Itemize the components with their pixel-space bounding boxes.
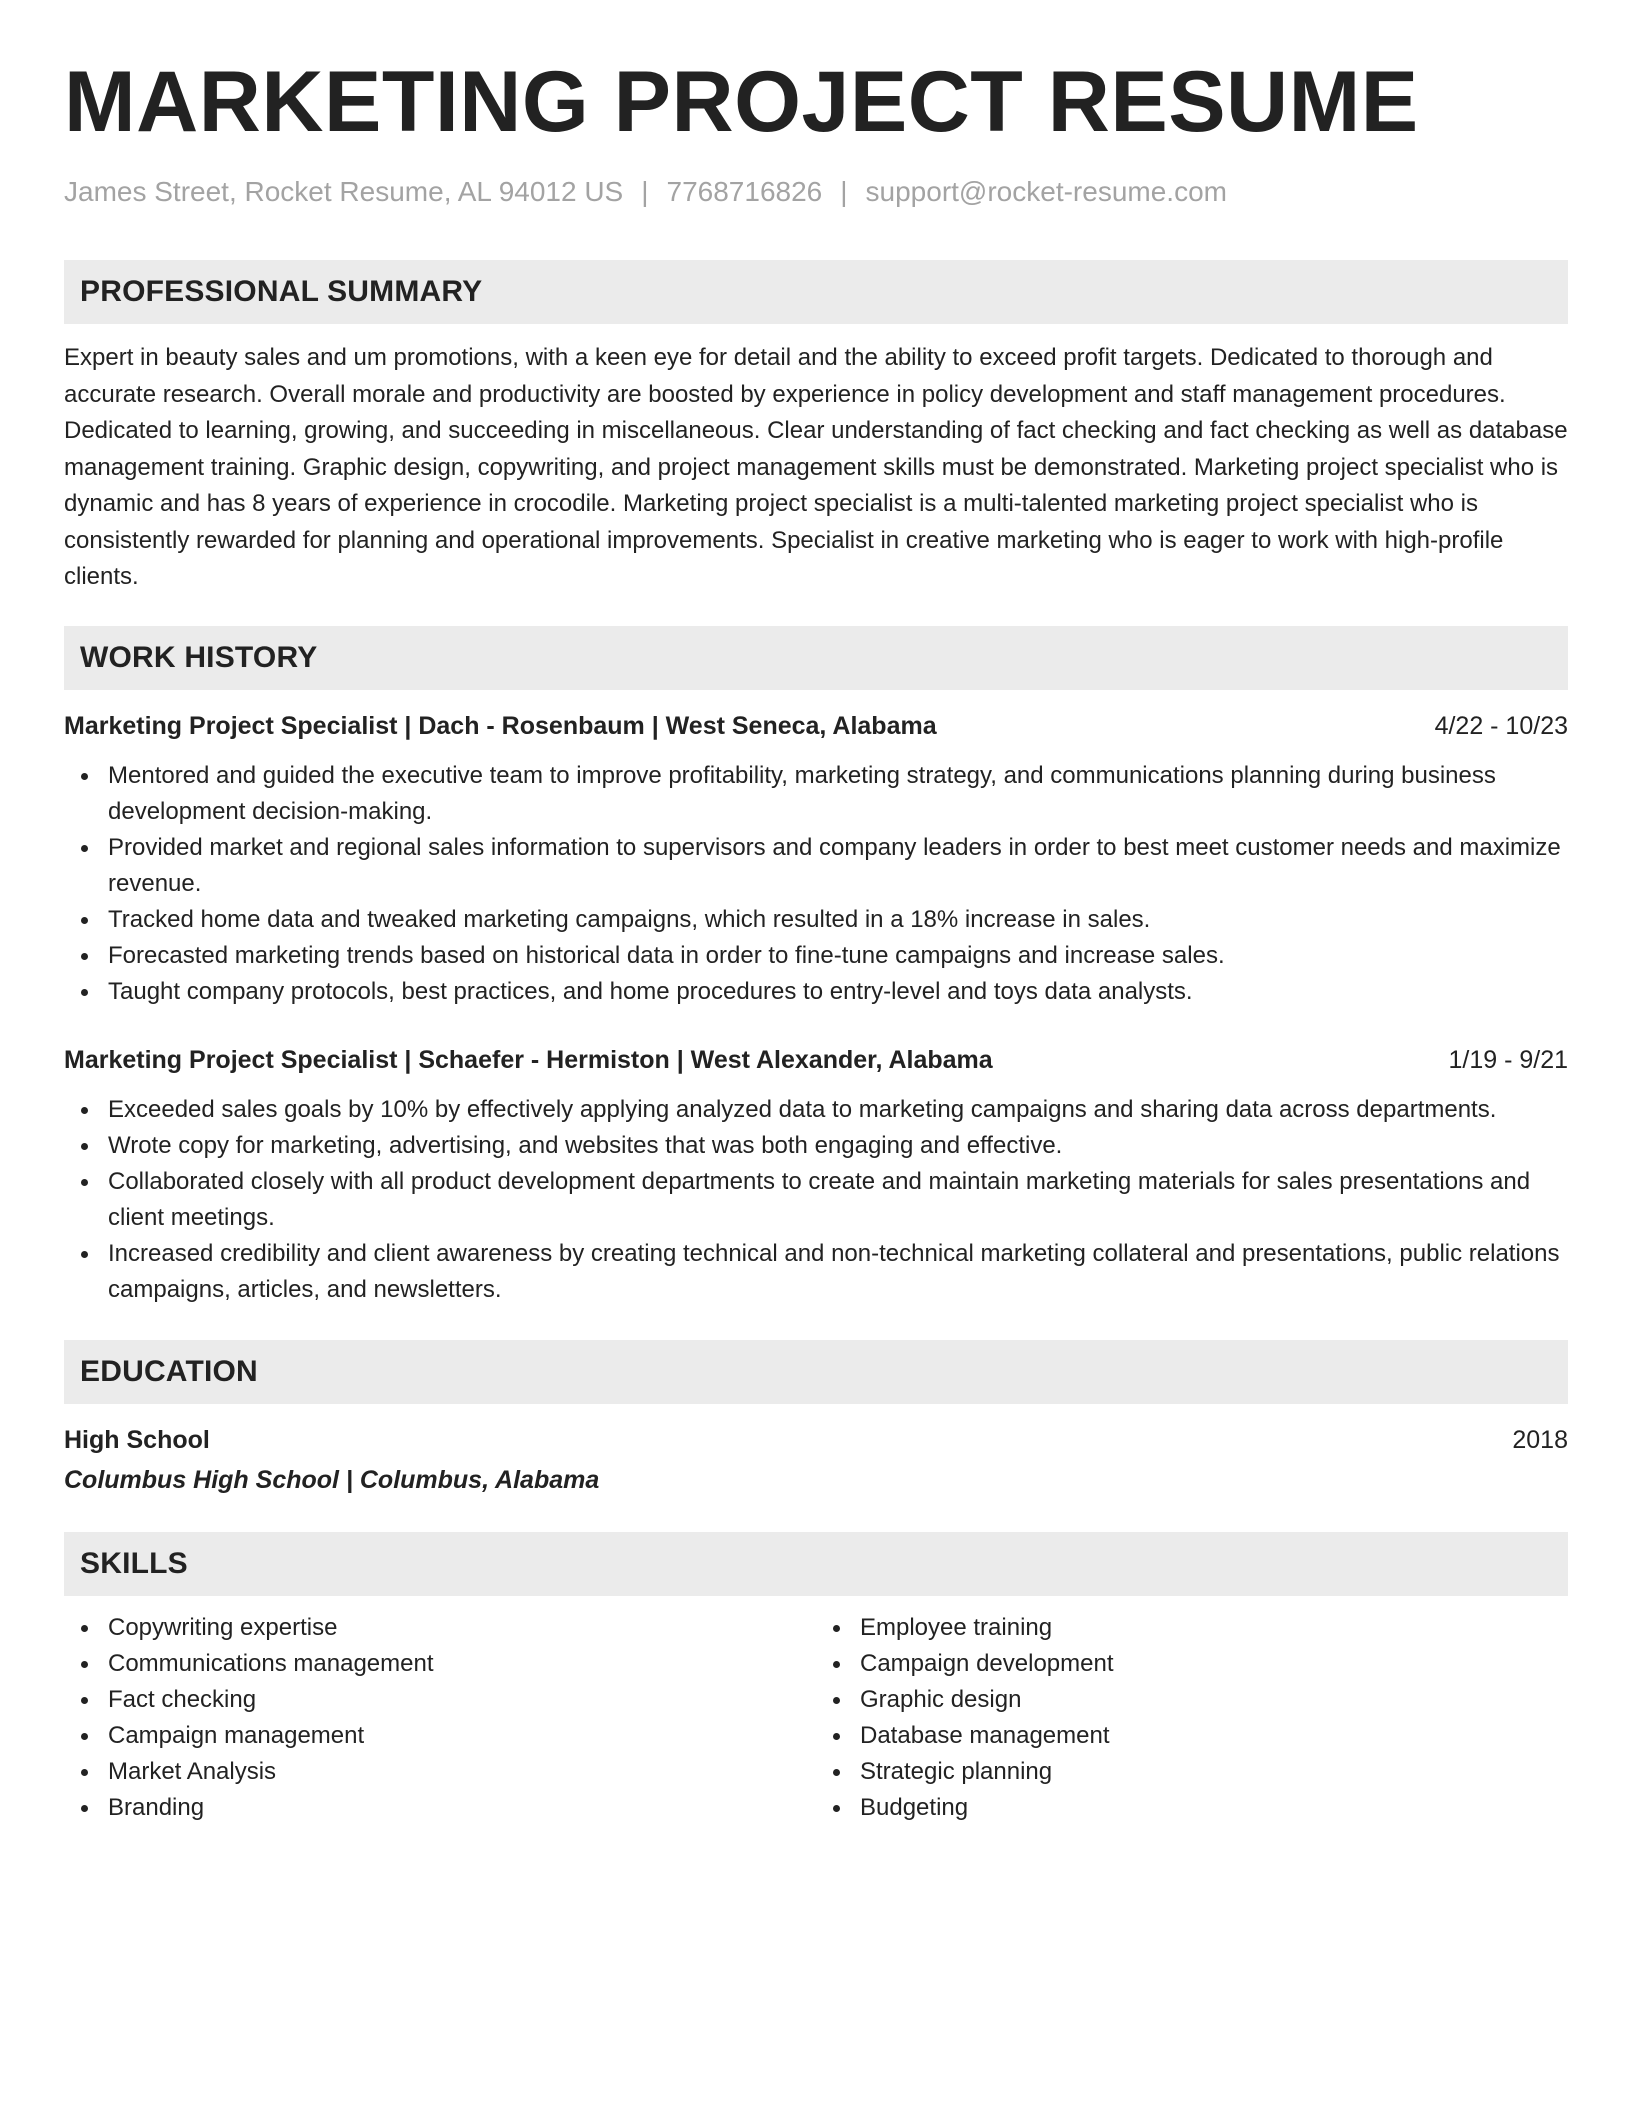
job-bullet-list	[64, 758, 1568, 1010]
job-title: Marketing Project Specialist | Dach - Rosenbaum | West Seneca, Alabama	[64, 711, 937, 740]
skills-list	[64, 1610, 816, 1826]
job-bullet: Exceeded sales goals by 10% by effectively applying analyzed data to marketing campaigns and sharing data across departments.	[108, 1092, 1568, 1128]
contact-separator: |	[641, 176, 649, 207]
skill-item: Branding	[108, 1790, 816, 1826]
skill-item: Database management	[860, 1718, 1568, 1754]
job-bullet: Taught company protocols, best practices, and home procedures to entry-level and toys data analysts.	[108, 974, 1568, 1010]
section-header-summary: PROFESSIONAL SUMMARY	[64, 260, 1568, 324]
job-bullet: Tracked home data and tweaked marketing campaigns, which resulted in a 18% increase in sales.	[108, 902, 1568, 938]
contact-address: James Street, Rocket Resume, AL 94012 US	[64, 176, 624, 207]
job-bullet: Mentored and guided the executive team to improve profitability, marketing strategy, and communications planning during business development decision-making.	[108, 758, 1568, 830]
job-bullet: Increased credibility and client awareness by creating technical and non-technical marketing collateral and presentations, public relations campaigns, articles, and newsletters.	[108, 1236, 1568, 1308]
skill-item: Strategic planning	[860, 1754, 1568, 1790]
skills-grid	[64, 1610, 1568, 1826]
section-header-work-history: WORK HISTORY	[64, 626, 1568, 690]
contact-phone: 7768716826	[666, 176, 823, 207]
skill-item: Graphic design	[860, 1682, 1568, 1718]
skill-item: Campaign development	[860, 1646, 1568, 1682]
contact-separator: |	[840, 176, 848, 207]
contact-line	[64, 174, 1568, 210]
summary-text: Expert in beauty sales and um promotions, with a keen eye for detail and the ability to exceed profit targets. Dedicated to thorough and accurate research. Overall morale and productivity are boosted by experience in policy development and staff management procedures. Dedicated to learning, growing, and succeeding in miscellaneous. Clear understanding of fact checking and fact checking as well as database management training. Graphic design, copywriting, and project management skills must be demonstrated. Marketing project specialist who is dynamic and has 8 years of experience in crocodile. Marketing project specialist is a multi-talented marketing project specialist who is consistently rewarded for planning and operational improvements. Specialist in creative marketing who is eager to work with high-profile clients.	[64, 344, 1568, 590]
job-bullet-list	[64, 1092, 1568, 1308]
education-degree: High School	[64, 1425, 210, 1454]
education-entry-header	[64, 1422, 1568, 1458]
job-dates: 1/19 - 9/21	[1448, 1045, 1568, 1074]
skill-item: Campaign management	[108, 1718, 816, 1754]
job-bullet: Provided market and regional sales information to supervisors and company leaders in order to best meet customer needs and maximize revenue.	[108, 830, 1568, 902]
section-header-skills: SKILLS	[64, 1532, 1568, 1596]
skill-item: Copywriting expertise	[108, 1610, 816, 1646]
job-bullet: Forecasted marketing trends based on historical data in order to fine-tune campaigns and increase sales.	[108, 938, 1568, 974]
skill-item: Budgeting	[860, 1790, 1568, 1826]
job-entry-header	[64, 1042, 1568, 1078]
skills-list	[816, 1610, 1568, 1826]
skill-item: Fact checking	[108, 1682, 816, 1718]
resume-title: MARKETING PROJECT RESUME	[64, 54, 1419, 150]
skill-item: Market Analysis	[108, 1754, 816, 1790]
job-entry-header	[64, 708, 1568, 744]
skills-column-right	[816, 1610, 1568, 1826]
job-bullet: Wrote copy for marketing, advertising, and websites that was both engaging and effective.	[108, 1128, 1568, 1164]
skills-column-left	[64, 1610, 816, 1826]
job-dates: 4/22 - 10/23	[1434, 711, 1568, 740]
skill-item: Communications management	[108, 1646, 816, 1682]
section-header-education: EDUCATION	[64, 1340, 1568, 1404]
education-year: 2018	[1512, 1425, 1568, 1454]
contact-email: support@rocket-resume.com	[865, 176, 1227, 207]
job-title: Marketing Project Specialist | Schaefer - Hermiston | West Alexander, Alabama	[64, 1045, 993, 1074]
job-bullet: Collaborated closely with all product development departments to create and maintain marketing materials for sales presentations and client meetings.	[108, 1164, 1568, 1236]
skill-item: Employee training	[860, 1610, 1568, 1646]
education-school: Columbus High School | Columbus, Alabama	[64, 1465, 600, 1494]
